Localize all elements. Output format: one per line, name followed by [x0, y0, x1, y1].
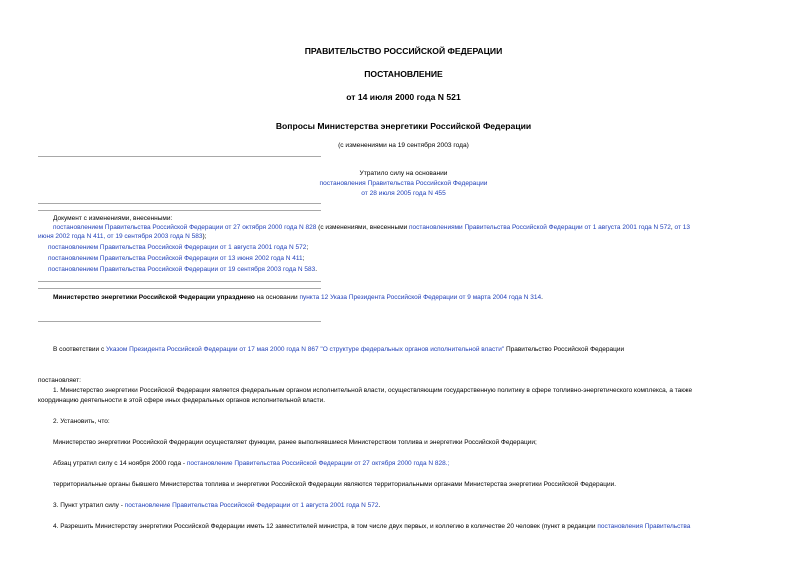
change-link-572[interactable]: постановлениями Правительства Российской Федерации от 1 августа 2001 года N 572	[409, 224, 671, 231]
changes-item-3: постановлением Правительства Российской Федерации от 13 июня 2002 года N 411;	[48, 255, 305, 262]
government-heading: ПРАВИТЕЛЬСТВО РОССИЙСКОЙ ФЕДЕРАЦИИ	[304, 46, 503, 56]
change-link-411-583-start[interactable]: от 13	[674, 224, 690, 231]
change-link-828[interactable]: постановлением Правительства Российской Федерации от 27 октября 2000 года N 828	[53, 224, 317, 231]
resolves-word: постановляет:	[38, 377, 81, 384]
abolished-notice: Министерство энергетики Российской Федерации упразднено на основании пункта 12 Указа Президента Российской Федерации от 9 марта 2004 года N 314.	[53, 294, 543, 301]
changes-item-1-cont: июня 2002 года N 411, от 19 сентября 2003 года N 583);	[38, 233, 207, 240]
paragraph-2c: территориальные органы бывшего Министерства топлива и энергетики Российской Федерации являются территориальными органами Министерства энергетики Российской Федерации.	[53, 481, 617, 488]
paragraph-4: 4. Разрешить Министерству энергетики Российской Федерации иметь 12 заместителей министра, в том числе двух первых, и коллегию в количестве 20 человек (пункт в редакции постановления Правительства	[53, 523, 691, 530]
separator-line	[38, 288, 321, 289]
paragraph-1-line-2: координацию деятельности в этой сфере иных федеральных органов исполнительной власти.	[38, 397, 326, 404]
separator-line	[38, 281, 321, 282]
changes-item-4: постановлением Правительства Российской Федерации от 19 сентября 2003 года N 583.	[48, 266, 318, 273]
decree-828-link[interactable]: постановление Правительства Российской Федерации от 27 октября 2000 года N 828	[186, 460, 446, 467]
document-type: ПОСТАНОВЛЕНИЕ	[364, 69, 443, 79]
decree-amendment-link[interactable]: постановления Правительства	[597, 523, 691, 530]
expired-basis-link[interactable]: постановления Правительства Российской Федерации	[319, 180, 488, 187]
separator-line	[38, 210, 321, 211]
separator-line	[38, 321, 321, 322]
change-link-411-583[interactable]: июня 2002 года N 411, от 19 сентября 2003 года N 583	[38, 233, 203, 240]
paragraph-2b: Абзац утратил силу с 14 ноября 2000 года - постановление Правительства Российской Федерации от 27 октября 2000 года N 828.;	[53, 460, 450, 467]
decree-572-link[interactable]: постановление Правительства Российской Федерации от 1 августа 2001 года N 572	[124, 502, 379, 509]
amendment-note: (с изменениями на 19 сентября 2003 года)	[338, 142, 469, 149]
expired-basis-date-link[interactable]: от 28 июля 2005 года N 455	[361, 190, 446, 197]
separator-line	[38, 156, 321, 157]
paragraph-2a: Министерство энергетики Российской Федерации осуществляет функции, ранее выполнявшиеся Министерством топлива и энергетики Российской Федерации;	[53, 439, 537, 446]
document-title: Вопросы Министерства энергетики Российской Федерации	[275, 121, 532, 131]
paragraph-1-line-1: 1. Министерство энергетики Российской Федерации является федеральным органом исполнительной власти, осуществляющим государственную политику в сфере топливно-энергетического комплекса, а также	[53, 387, 693, 394]
changes-item-2: постановлением Правительства Российской Федерации от 1 августа 2001 года N 572;	[48, 244, 309, 251]
paragraph-2: 2. Установить, что:	[53, 418, 110, 425]
change-link-411[interactable]: постановлением Правительства Российской Федерации от 13 июня 2002 года N 411	[48, 255, 303, 262]
decree-867-link[interactable]: Указом Президента Российской Федерации от 17 мая 2000 года N 867 "О структуре федеральных органов исполнительной власти"	[106, 346, 505, 353]
change-link-583[interactable]: постановлением Правительства Российской Федерации от 19 сентября 2003 года N 583	[48, 266, 316, 273]
preamble: В соответствии с Указом Президента Российской Федерации от 17 мая 2000 года N 867 "О структуре федеральных органов исполнительной власти" Правительство Российской Федерации	[53, 346, 625, 353]
expired-notice-text: Утратило силу на основании	[359, 170, 448, 177]
paragraph-3: 3. Пункт утратил силу - постановление Правительства Российской Федерации от 1 августа 2001 года N 572.	[53, 502, 381, 509]
separator-line	[38, 203, 321, 204]
change-link-572-b[interactable]: постановлением Правительства Российской Федерации от 1 августа 2001 года N 572	[48, 244, 307, 251]
document-date: от 14 июля 2000 года N 521	[346, 92, 461, 102]
changes-item-1: постановлением Правительства Российской Федерации от 27 октября 2000 года N 828 (с изменениями, внесенными постановлениями Правительства Российской Федерации от 1 августа 2001 года N 572, от 13	[53, 224, 690, 231]
decree-314-link[interactable]: пункта 12 Указа Президента Российской Федерации от 9 марта 2004 года N 314	[299, 294, 542, 301]
changes-heading: Документ с изменениями, внесенными:	[53, 215, 173, 222]
